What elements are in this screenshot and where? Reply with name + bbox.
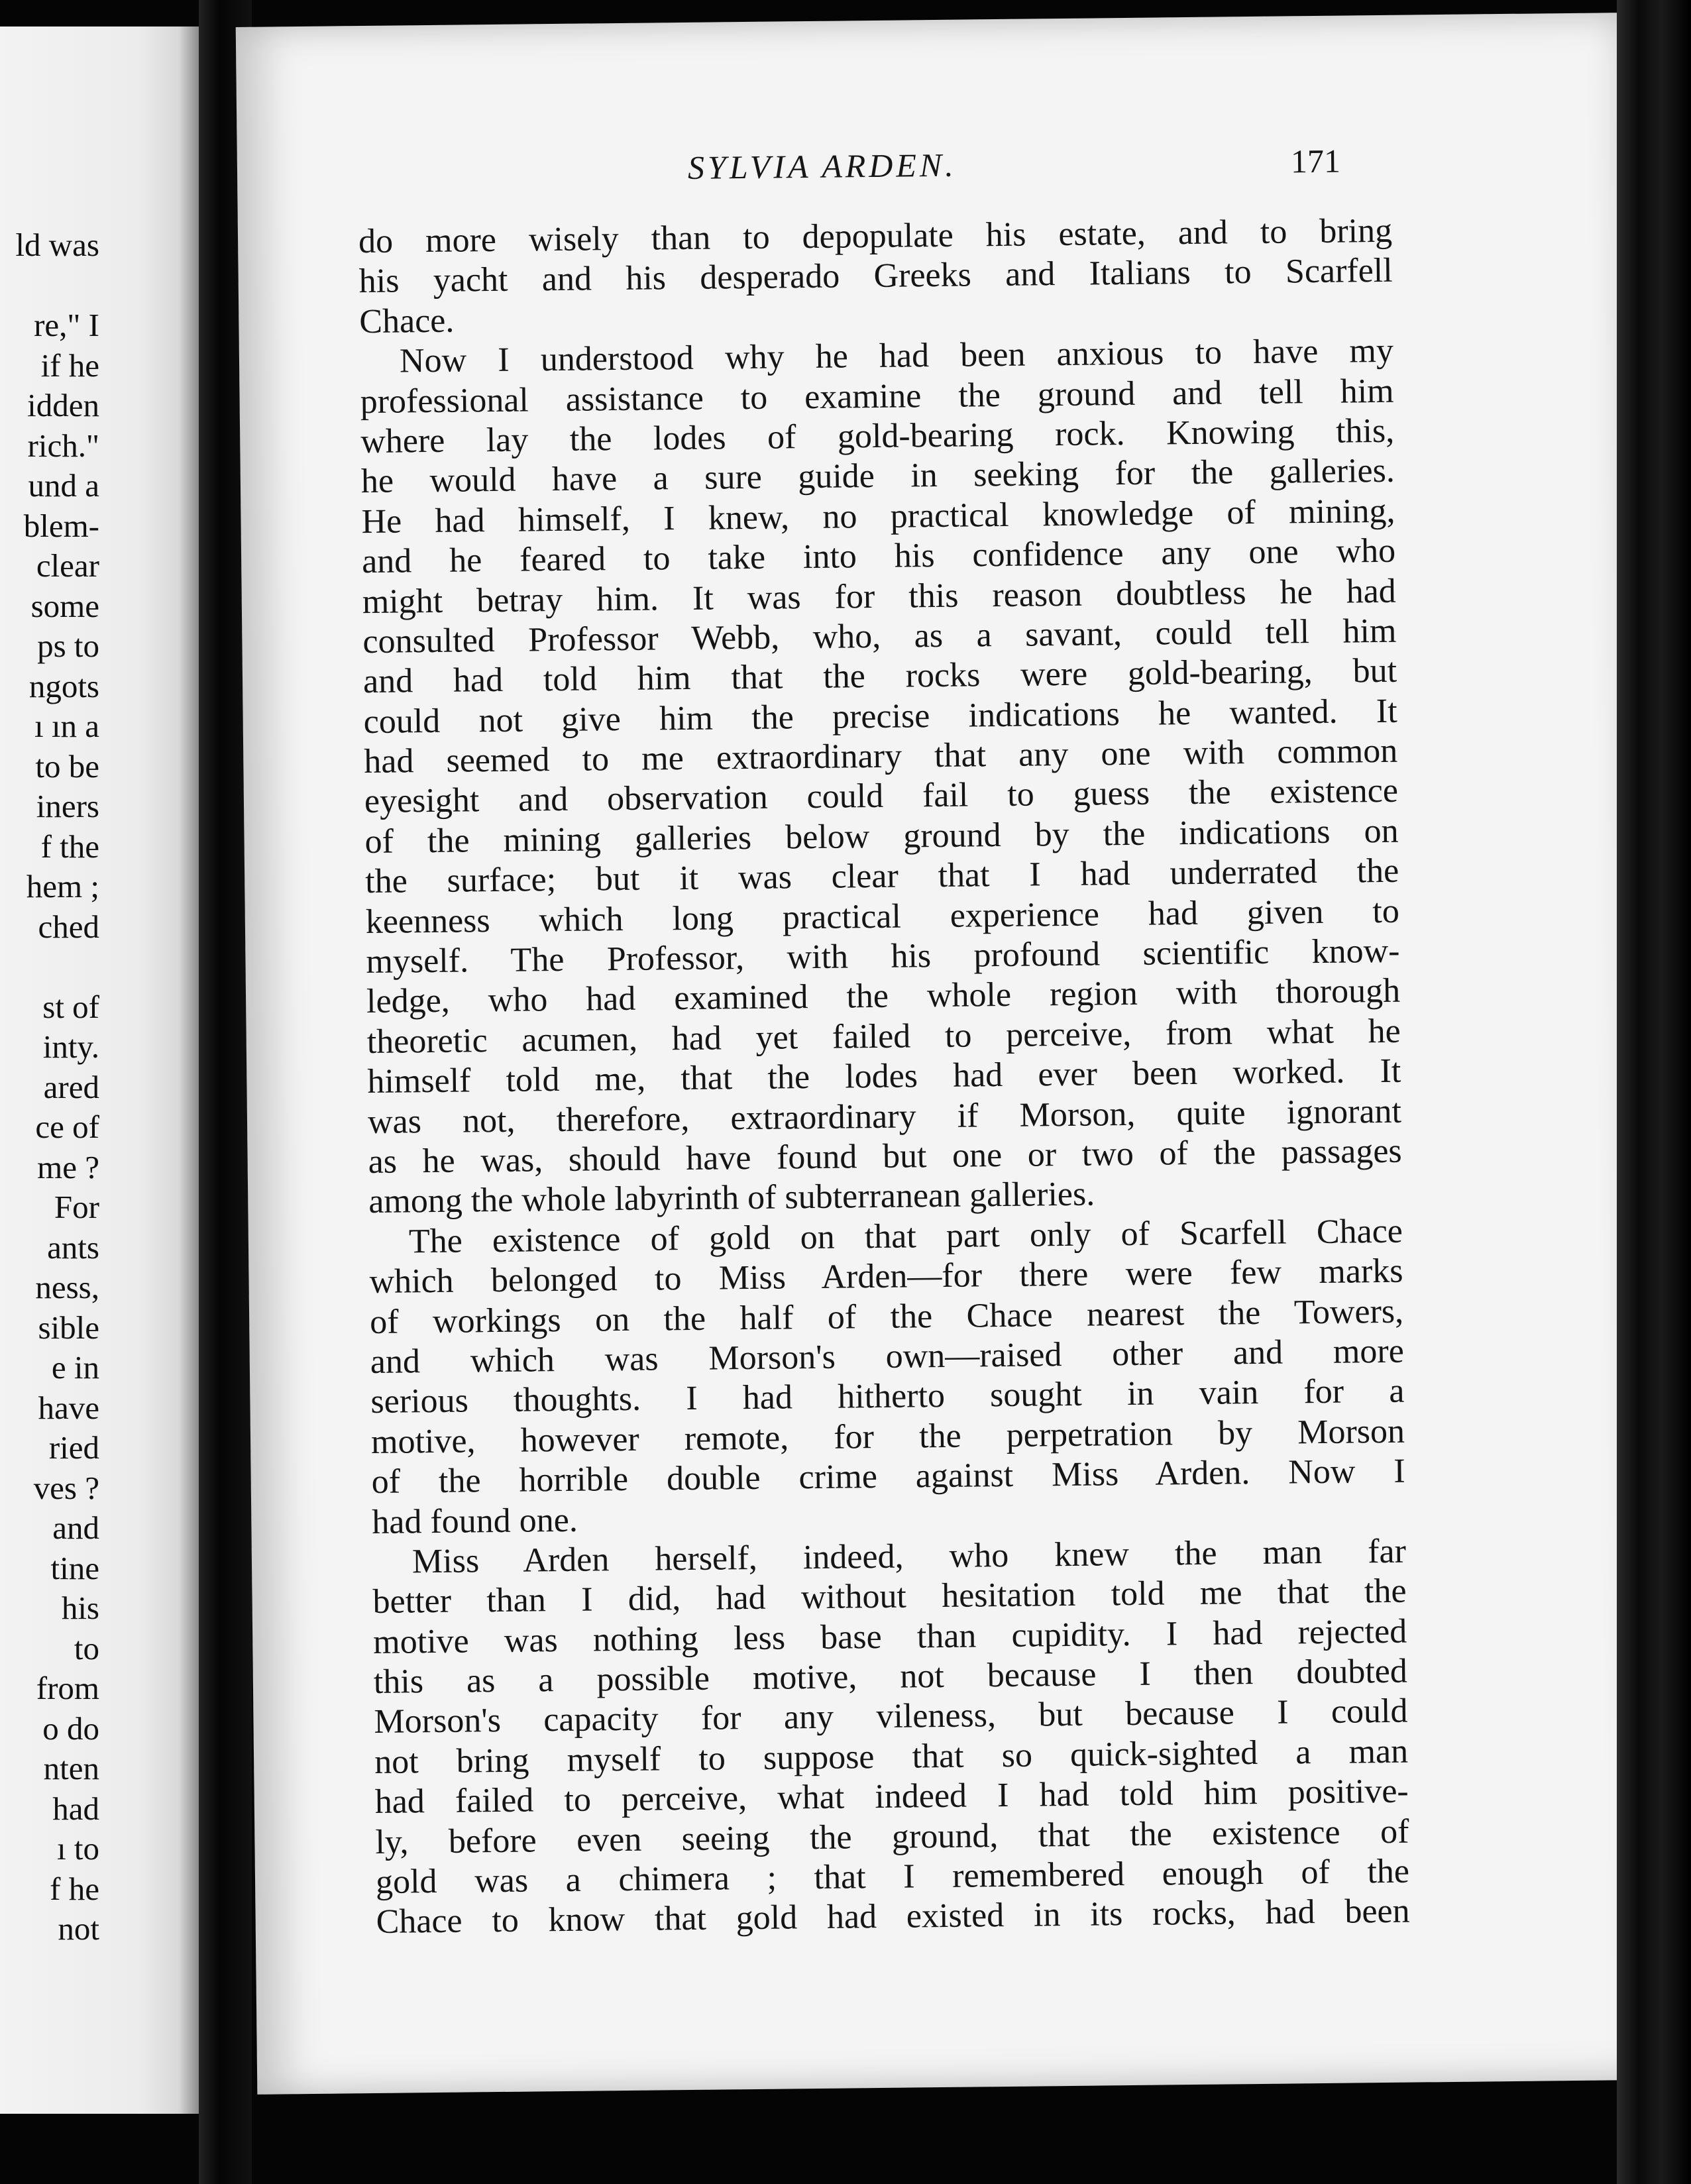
left-page-line: if he bbox=[40, 347, 99, 384]
left-page-line: inty. bbox=[42, 1028, 99, 1065]
left-page-line: idden bbox=[27, 387, 99, 423]
left-page-line: ves ? bbox=[33, 1469, 99, 1506]
text-line: do more wisely than to depopulate his estate, and to bring bbox=[358, 211, 1393, 261]
left-page-line: ı to bbox=[57, 1830, 99, 1867]
left-page-line: nten bbox=[43, 1750, 99, 1786]
text-line: of workings on the half of the Chace nearest the Towers, bbox=[369, 1292, 1404, 1341]
text-line: theoretic acumen, had yet failed to perceive, from what he bbox=[366, 1012, 1401, 1061]
text-line: of the mining galleries below ground by the indications on bbox=[364, 812, 1399, 861]
left-page-line: and bbox=[52, 1509, 99, 1546]
text-line: his yacht and his desperado Greeks and Italians to Scarfell bbox=[358, 252, 1393, 301]
running-head bbox=[237, 138, 1623, 199]
left-page-line: f the bbox=[40, 828, 99, 865]
left-page-line bbox=[15, 266, 99, 306]
left-page-line: hem ; bbox=[26, 868, 99, 904]
text-line: motive was nothing less base than cupidity. I had rejected bbox=[372, 1612, 1407, 1661]
left-page-line: ness, bbox=[35, 1269, 99, 1305]
page-edge-strip bbox=[1617, 0, 1691, 2184]
left-page-line bbox=[15, 947, 99, 987]
text-line: and he feared to take into his confidence any one who bbox=[361, 531, 1396, 581]
left-page-line: his bbox=[61, 1590, 99, 1626]
text-line: The existence of gold on that part only of Scarfell Chace bbox=[408, 1212, 1403, 1261]
left-page-line: to be bbox=[35, 747, 99, 785]
left-page-line: ried bbox=[48, 1429, 99, 1466]
text-line: among the whole labyrinth of subterranean galleries. bbox=[368, 1175, 1095, 1221]
text-line: consulted Professor Webb, who, as a savant, could tell him bbox=[362, 612, 1397, 661]
text-line: myself. The Professor, with his profound scientific know- bbox=[366, 932, 1400, 981]
text-line: of the horrible double crime against Miss Arden. Now I bbox=[371, 1452, 1405, 1502]
left-page-line: from bbox=[36, 1670, 99, 1706]
left-page-line: ce of bbox=[35, 1109, 99, 1145]
left-page-line: tine bbox=[50, 1549, 99, 1586]
left-page-line: ngots bbox=[28, 667, 99, 704]
left-page-text-fragments bbox=[15, 225, 99, 1949]
left-page-line: f he bbox=[50, 1870, 99, 1907]
text-line: was not, therefore, extraordinary if Morson, quite ignorant bbox=[367, 1092, 1402, 1141]
text-line: where lay the lodes of gold-bearing rock. Knowing this, bbox=[360, 411, 1395, 461]
left-page-line: und a bbox=[28, 467, 99, 504]
left-page-line: sible bbox=[38, 1309, 99, 1346]
text-line: might betray him. It was for this reason doubtless he had bbox=[362, 572, 1397, 621]
text-line: keenness which long practical experience had given to bbox=[365, 892, 1400, 941]
left-page-line: some bbox=[30, 587, 99, 624]
text-line: the surface; but it was clear that I had underrated the bbox=[364, 851, 1399, 901]
left-page-line: ı ın a bbox=[34, 708, 99, 744]
left-page-line: o do bbox=[42, 1710, 99, 1747]
left-page-line: For bbox=[54, 1189, 99, 1225]
left-page-line: ps to bbox=[37, 628, 99, 664]
text-line: ledge, who had examined the whole region with thorough bbox=[366, 972, 1401, 1021]
text-line: Chace to know that gold had existed in its rocks, had been bbox=[376, 1892, 1410, 1941]
left-page-line: clear bbox=[36, 547, 99, 584]
text-line: which belonged to Miss Arden—for there were few marks bbox=[369, 1252, 1403, 1301]
running-head-title: SYLVIA ARDEN. bbox=[687, 146, 957, 186]
text-line: and which was Morson's own—raised other and more bbox=[370, 1332, 1405, 1381]
text-line: Morson's capacity for any vileness, but because I could bbox=[374, 1692, 1408, 1741]
left-page-line: e in bbox=[51, 1349, 99, 1386]
text-line: had seemed to me extraordinary that any one with common bbox=[364, 732, 1398, 781]
left-page-line: blem- bbox=[23, 507, 99, 544]
text-line: and had told him that the rocks were gold-bearing, but bbox=[362, 652, 1397, 701]
text-line: He had himself, I knew, no practical knowledge of mining, bbox=[361, 492, 1395, 541]
left-page-line: ld was bbox=[15, 227, 99, 263]
right-page bbox=[236, 13, 1643, 2095]
text-line: as he was, should have found but one or two of the passages bbox=[368, 1132, 1402, 1181]
text-line: ly, before even seeing the ground, that the existence of bbox=[375, 1812, 1409, 1861]
text-line: had found one. bbox=[372, 1501, 578, 1541]
text-line: could not give him the precise indications he wanted. It bbox=[363, 692, 1397, 741]
body-text bbox=[358, 211, 1410, 1943]
text-line: Now I understood why he had been anxious to have my bbox=[399, 331, 1394, 380]
left-page-line: had bbox=[52, 1790, 99, 1827]
text-line: eyesight and observation could fail to guess the existence bbox=[364, 772, 1399, 821]
text-line: Miss Arden herself, indeed, who knew the man far bbox=[411, 1532, 1407, 1581]
left-page-line: have bbox=[38, 1389, 99, 1426]
text-line: had failed to perceive, what indeed I had told him positive- bbox=[374, 1772, 1409, 1822]
left-page-line: to bbox=[74, 1629, 99, 1666]
text-line: gold was a chimera ; that I remembered enough of the bbox=[375, 1852, 1410, 1901]
left-page-line: iners bbox=[36, 788, 99, 824]
text-line: not bring myself to suppose that so quick-sighted a man bbox=[374, 1732, 1409, 1781]
text-line: this as a possible motive, not because I then doubted bbox=[373, 1652, 1408, 1702]
left-page-line: ched bbox=[38, 908, 99, 945]
text-line: professional assistance to examine the ground and tell him bbox=[360, 372, 1394, 421]
text-line: better than I did, had without hesitation told me that the bbox=[372, 1572, 1407, 1621]
left-page-line: rich." bbox=[27, 427, 99, 464]
left-facing-page bbox=[0, 27, 199, 2114]
left-page-line: not bbox=[58, 1910, 99, 1947]
text-line: Chace. bbox=[359, 301, 455, 341]
left-page-line: st of bbox=[42, 988, 99, 1025]
left-page-line: ared bbox=[43, 1068, 99, 1105]
text-line: motive, however remote, for the perpetration by Morson bbox=[370, 1412, 1405, 1461]
page-number: 171 bbox=[1290, 142, 1341, 180]
text-line: he would have a sure guide in seeking for the galleries. bbox=[360, 452, 1395, 501]
left-page-line: me ? bbox=[37, 1148, 99, 1185]
text-line: serious thoughts. I had hitherto sought in vain for a bbox=[370, 1372, 1405, 1421]
text-line: himself told me, that the lodes had ever been worked. It bbox=[367, 1052, 1401, 1101]
left-page-line: re," I bbox=[34, 307, 99, 343]
left-page-line: ants bbox=[47, 1228, 99, 1266]
